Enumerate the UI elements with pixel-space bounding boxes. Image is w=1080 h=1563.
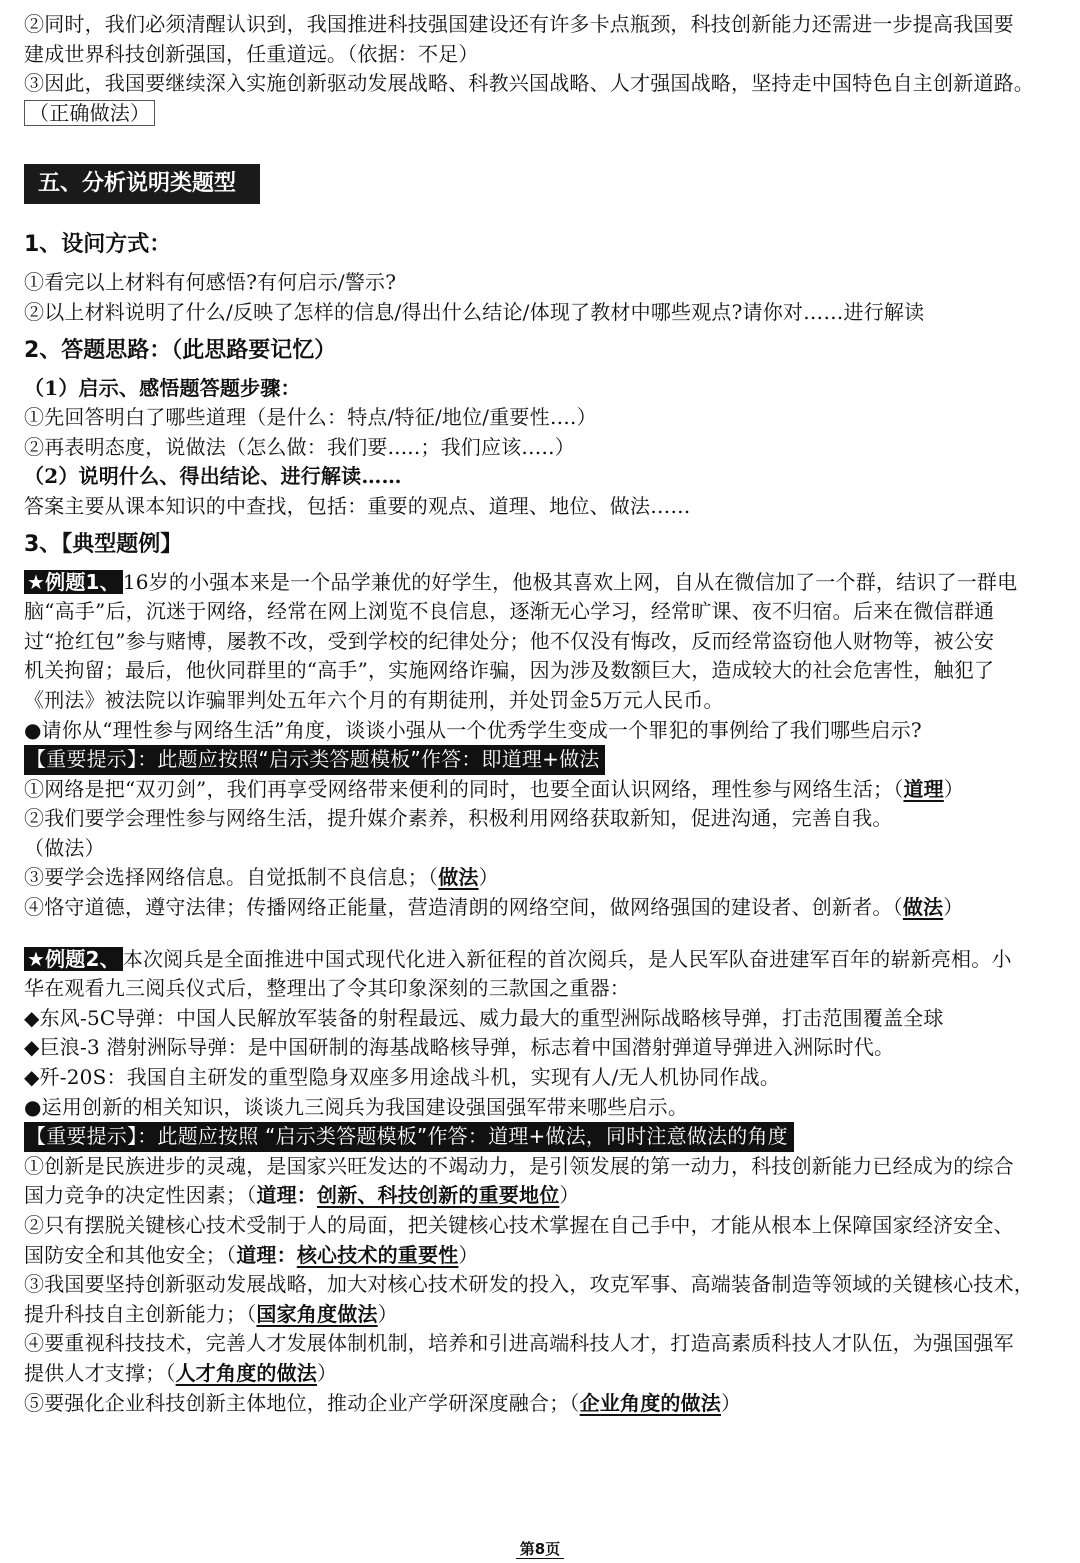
example-paragraph-line: 机关拘留；最后，他伙同群里的“高手”，实施网络诈骗，因为涉及数额巨大，造成较大的社会危害性，触犯了 — [24, 658, 995, 683]
example-paragraph-line: 脑“高手”后，沉迷于网络，经常在网上浏览不良信息，逐渐无心学习，经常旷课、夜不归宿。后来在微信群通 — [24, 599, 995, 624]
page-number: 第8页 — [0, 1538, 1080, 1559]
important-tip-line — [24, 745, 1064, 775]
approach-step: ②再表明态度，说做法（怎么做：我们要.....；我们应该.….） — [24, 434, 575, 459]
answer-line: ④恪守道德，遵守法律；传播网络正能量，营造清朗的网络空间，做网络强国的建设者、创新者。（做法） — [24, 895, 964, 920]
example-paragraph-line: 《刑法》被法院以诈骗罪判处五年六个月的有期徒刑，并处罚金5万元人民币。 — [24, 687, 724, 712]
answer-line: ⑤要强化企业科技创新主体地位，推动企业产学研深度融合；（企业角度的做法） — [24, 1390, 742, 1415]
approach-step: ①先回答明白了哪些道理（是什么：特点/特征/地位/重要性….） — [24, 405, 597, 430]
answer-line: 提供人才支撑；（人才角度的做法） — [24, 1360, 338, 1385]
answer-label: 人才角度的做法 — [175, 1360, 318, 1385]
answer-label: 企业角度的做法 — [579, 1390, 722, 1415]
example-question: ●请你从“理性参与网络生活”角度，谈谈小强从一个优秀学生变成一个罪犯的事例给了我们哪些启示? — [24, 717, 922, 742]
example-question: ●运用创新的相关知识，谈谈九三阅兵为我国建设强国强军带来哪些启示。 — [24, 1094, 689, 1119]
weapon-bullet: ◆巨浪-3 潜射洲际导弹：是中国研制的海基战略核导弹，标志着中国潜射弹道导弹进入洲际时代。 — [24, 1035, 895, 1060]
example-paragraph-line: 过“抢红包”参与赌博，屡教不改，受到学校的纪律处分；他不仅没有悔改，反而经常盗窃他人财物等，被公安 — [24, 628, 995, 653]
question-style-item: ②以上材料说明了什么/反映了怎样的信息/得出什么结论/体现了教材中哪些观点?请你对……进行解读 — [24, 299, 925, 324]
heading-answer-approach: 2、答题思路：（此思路要记忆） — [24, 337, 337, 363]
approach-step: 答案主要从课本知识的中查找，包括：重要的观点、道理、地位、做法…… — [24, 493, 691, 518]
answer-line: ②只有摆脱关键核心技术受制于人的局面，把关键核心技术掌握在自己手中，才能从根本上保障国家经济安全、 — [24, 1213, 1014, 1237]
example-paragraph-line: 华在观看九三阅兵仪式后，整理出了令其印象深刻的三款国之重器： — [24, 976, 630, 1001]
answer-line: （做法） — [24, 835, 105, 860]
answer-line: ①网络是把“双刃剑”，我们再享受网络带来便利的同时，也要全面认识网络，理性参与网络生活；（道理） — [24, 776, 965, 801]
section-title: 五、分析说明类题型 — [24, 164, 260, 204]
answer-line: ②我们要学会理性参与网络生活，提升媒介素养，积极利用网络获取新知，促进沟通，完善自我。 — [24, 806, 893, 831]
example-paragraph-line: ★例题1、 16岁的小强本来是一个品学兼优的好学生，他极其喜欢上网，自从在微信加了一个群，结识了一群电 — [24, 568, 1064, 598]
intro-line: ②同时，我们必须清醒认识到，我国推进科技强国建设还有许多卡点瓶颈，科技创新能力还需进一步提高我国要 — [24, 12, 1014, 36]
heading-typical-examples: 3、【典型题例】 — [24, 531, 183, 557]
answer-line: ④要重视科技技术，完善人才发展体制机制，培养和引进高端科技人才，打造高素质科技人才队伍，为强国强军 — [24, 1331, 1014, 1356]
answer-label: 道理 — [903, 776, 944, 801]
approach-step: （2）说明什么、得出结论、进行解读…… — [24, 464, 402, 489]
answer-line: 提升科技自主创新能力；（国家角度做法） — [24, 1301, 398, 1326]
intro-block — [24, 10, 1064, 128]
answer-label: 国家角度做法 — [256, 1301, 378, 1326]
answer-label: 创新、科技创新的重要地位 — [317, 1183, 560, 1208]
intro-line — [24, 99, 1064, 129]
answer-line: ①创新是民族进步的灵魂，是国家兴旺发达的不竭动力，是引领发展的第一动力，科技创新能力已经成为的综合 — [24, 1153, 1014, 1178]
answer-line: ③我国要坚持创新驱动发展战略，加大对核心技术研发的投入，攻克军事、高端装备制造等领域的关键核心技术， — [24, 1272, 1034, 1297]
correct-method-note: （正确做法） — [24, 100, 155, 126]
answer-line: 国防安全和其他安全；（道理：核心技术的重要性） — [24, 1242, 479, 1267]
weapon-bullet: ◆东风-5C导弹：中国人民解放军装备的射程最远、威力最大的重型洲际战略核导弹，打击范围覆盖全球 — [24, 1005, 944, 1030]
example-1 — [24, 568, 1064, 923]
example-tag: ★例题1、 — [24, 570, 123, 594]
document-page — [24, 10, 1064, 1418]
answer-line: ③要学会选择网络信息。自觉抵制不良信息；（做法） — [24, 865, 499, 890]
heading-question-style: 1、设问方式： — [24, 232, 172, 258]
intro-line: ③因此，我国要继续深入实施创新驱动发展战略、科教兴国战略、人才强国战略，坚持走中国特色自主创新道路。 — [24, 71, 1034, 96]
answer-label: 做法 — [438, 865, 479, 890]
example-tag: ★例题2、 — [24, 947, 123, 971]
important-tip: 【重要提示】：此题应按照 “启示类答题模板”作答：道理+做法，同时注意做法的角度 — [24, 1122, 794, 1152]
answer-line: 国力竞争的决定性因素；（道理：创新、科技创新的重要地位） — [24, 1183, 580, 1208]
example-paragraph-line: ★例题2、 本次阅兵是全面推进中国式现代化进入新征程的首次阅兵，是人民军队奋进建军百年的崭新亮相。小 — [24, 945, 1064, 975]
weapon-bullet: ◆歼-20S：我国自主研发的重型隐身双座多用途战斗机，实现有人/无人机协同作战。 — [24, 1065, 781, 1090]
important-tip-line — [24, 1122, 1064, 1152]
example-2 — [24, 945, 1064, 1419]
important-tip: 【重要提示】：此题应按照“启示类答题模板”作答：即道理+做法 — [24, 745, 605, 775]
approach-step: （1）启示、感悟题答题步骤： — [24, 375, 301, 400]
answer-label: 核心技术的重要性 — [296, 1242, 459, 1267]
intro-line: 建成世界科技创新强国，任重道远。（依据：不足） — [24, 41, 479, 66]
question-style-item: ①看完以上材料有何感悟?有何启示/警示? — [24, 270, 397, 295]
answer-label: 做法 — [902, 895, 944, 920]
